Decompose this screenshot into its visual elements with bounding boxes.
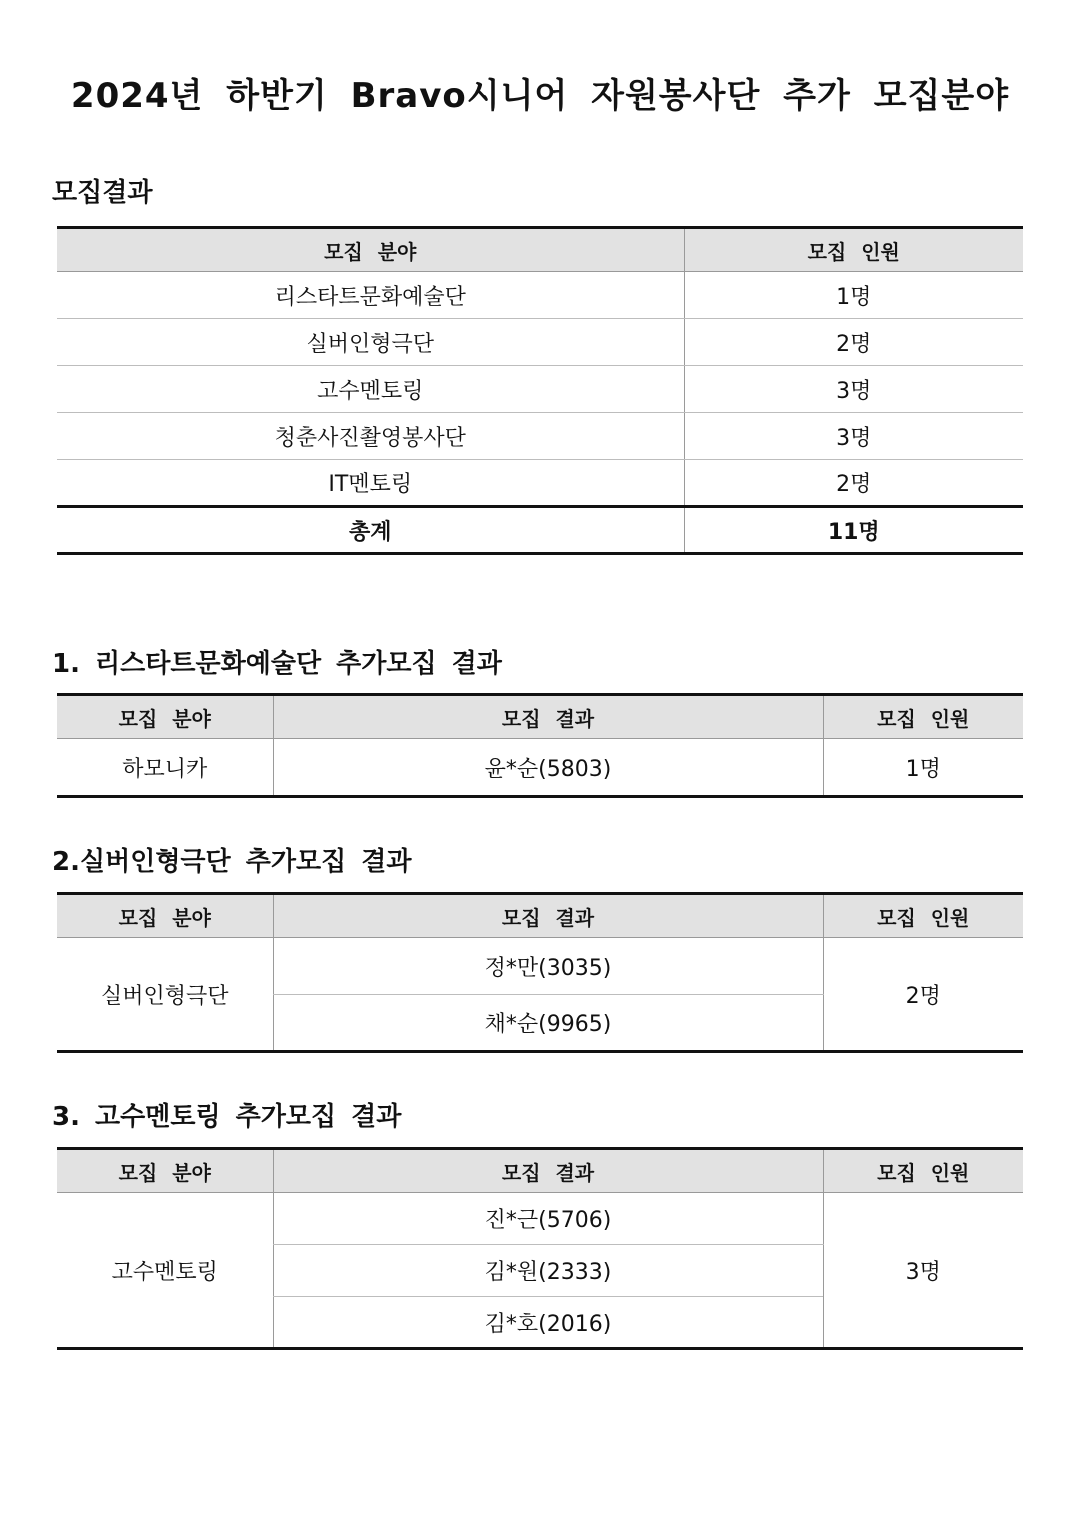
column-header-count: 모집 인원 [823,695,1023,739]
count-cell: 1명 [823,739,1023,797]
table-header-row [57,894,1023,938]
count-cell: 1명 [684,272,1023,319]
total-row [57,507,1023,554]
result-cell: 김*원(2333) [273,1245,823,1297]
column-header-result: 모집 결과 [273,894,823,938]
total-label: 총계 [57,507,684,554]
field-cell: 실버인형극단 [57,938,273,1052]
field-cell: 고수멘토링 [57,366,684,413]
field-cell: 고수멘토링 [57,1193,273,1349]
count-cell: 2명 [823,938,1023,1052]
result-cell: 윤*순(5803) [273,739,823,797]
result-cell: 채*순(9965) [273,995,823,1052]
table-row [57,938,1023,995]
field-cell: IT멘토링 [57,460,684,507]
table-row [57,739,1023,797]
section-table [57,892,1023,1053]
table-row [57,1193,1023,1245]
section-table [57,1147,1023,1350]
section-heading: 2.실버인형극단 추가모집 결과 [52,847,412,877]
count-cell: 2명 [684,460,1023,507]
summary-table [57,226,1023,555]
total-count: 11명 [684,507,1023,554]
result-cell: 정*만(3035) [273,938,823,995]
summary-heading: 모집결과 [52,178,153,208]
section-heading: 3. 고수멘토링 추가모집 결과 [52,1102,402,1132]
result-cell: 진*근(5706) [273,1193,823,1245]
table-header-row [57,1149,1023,1193]
column-header-field: 모집 분야 [57,228,684,272]
count-cell: 3명 [684,366,1023,413]
table-row [57,272,1023,319]
field-cell: 리스타트문화예술단 [57,272,684,319]
section-table [57,693,1023,798]
column-header-count: 모집 인원 [823,894,1023,938]
table-row [57,319,1023,366]
column-header-field: 모집 분야 [57,695,273,739]
table-header-row [57,695,1023,739]
column-header-count: 모집 인원 [823,1149,1023,1193]
field-cell: 청춘사진촬영봉사단 [57,413,684,460]
count-cell: 3명 [684,413,1023,460]
table-row [57,413,1023,460]
count-cell: 2명 [684,319,1023,366]
column-header-field: 모집 분야 [57,1149,273,1193]
table-row [57,460,1023,507]
section-heading: 1. 리스타트문화예술단 추가모집 결과 [52,649,502,679]
column-header-field: 모집 분야 [57,894,273,938]
result-cell: 김*호(2016) [273,1297,823,1349]
column-header-result: 모집 결과 [273,695,823,739]
page-title: 2024년 하반기 Bravo시니어 자원봉사단 추가 모집분야 [70,76,1010,116]
table-header-row [57,228,1023,272]
field-cell: 실버인형극단 [57,319,684,366]
field-cell: 하모니카 [57,739,273,797]
count-cell: 3명 [823,1193,1023,1349]
column-header-count: 모집 인원 [684,228,1023,272]
table-row [57,366,1023,413]
column-header-result: 모집 결과 [273,1149,823,1193]
